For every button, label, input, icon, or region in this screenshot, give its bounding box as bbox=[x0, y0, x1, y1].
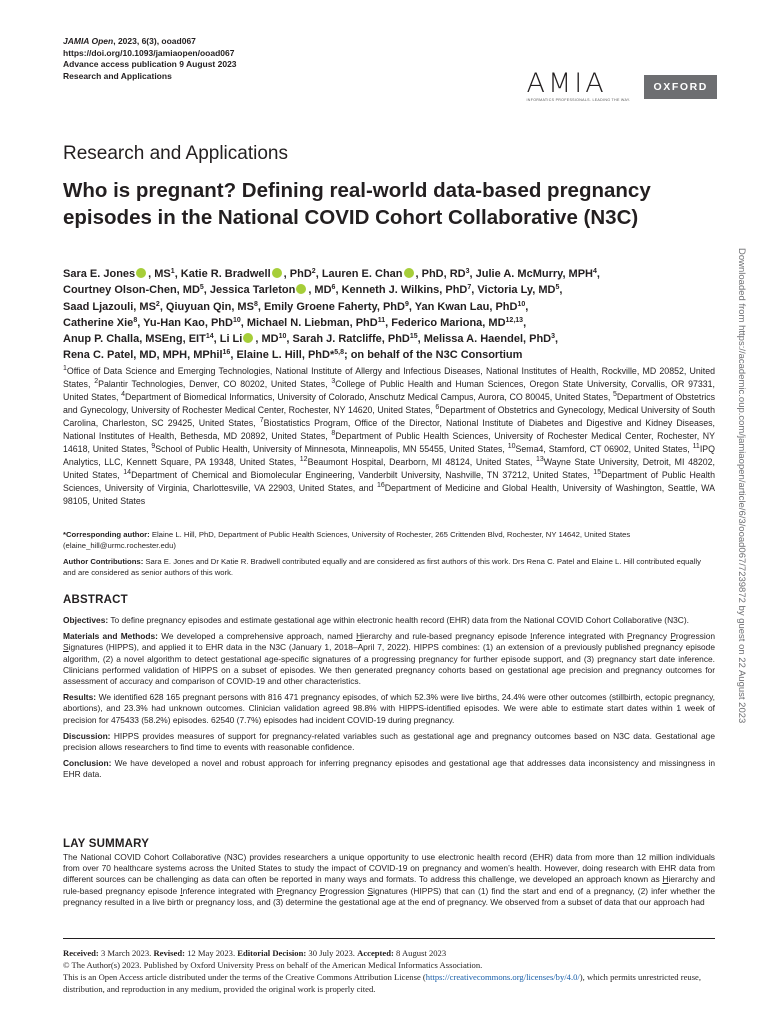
author-contributions bbox=[63, 556, 715, 578]
affil-sup[interactable]: 10 bbox=[232, 316, 241, 324]
affil-sup[interactable]: 5,8 bbox=[334, 349, 344, 357]
corresponding-author bbox=[63, 529, 715, 551]
journal-name: JAMIA Open bbox=[63, 36, 114, 46]
amia-logo-word: AMIA bbox=[526, 68, 607, 99]
affiliation-text: Department of Chemical and Biomolecular Engineering, Vanderbilt University, Nashville, TN 37212, United States, bbox=[131, 470, 594, 480]
acronym-letter: H bbox=[662, 874, 669, 885]
affiliation-number: 13 bbox=[535, 456, 544, 463]
publication-dates bbox=[63, 947, 718, 959]
affiliation-text: School of Public Health, University of Minnesota, Minneapolis, MN 55455, United States, bbox=[155, 444, 508, 454]
affil-sup[interactable]: 2 bbox=[155, 300, 160, 308]
affil-sup[interactable]: 2 bbox=[311, 268, 316, 275]
objectives-text: To define pregnancy episodes and estimate gestational age within electronic health record (EHR) data from the National COVID Cohort Collaborative (N3C). bbox=[108, 615, 689, 625]
abstract-discussion bbox=[63, 731, 715, 753]
affiliation-number: 11 bbox=[692, 443, 700, 450]
affiliations bbox=[63, 365, 715, 508]
acronym-letter: I bbox=[530, 631, 533, 642]
affiliation-text: Department of Public Health Sciences, University of Rochester Medical Center, Rochester, NY 14618, United States, bbox=[63, 431, 715, 454]
journal-doi[interactable]: https://doi.org/10.1093/jamiaopen/ooad067 bbox=[63, 47, 235, 58]
affiliation-number: 8 bbox=[331, 430, 336, 437]
author-name[interactable]: Courtney Olson-Chen, MD bbox=[63, 284, 200, 297]
article-title: Who is pregnant? Defining real-world data-based pregnancy episodes in the National COVID Cohort Collaborative (N3C) bbox=[63, 179, 651, 229]
download-side-note bbox=[737, 248, 749, 778]
affiliation-text: Department of Obstetrics and Gynecology, Medical University of South Carolina, Charleston, SC 29425, United States, bbox=[63, 405, 715, 428]
author-list: Sara E. Jones , $MS^1$, Katie R. Bradwell , PhD$^2$, Lauren E. Chan , PhD, $RD^3$, Julie A. McMurry, MPH$^4$, Courtney Olson-Chen, $MD^5$, Jessica Tarleton , $MD^6$, Kenneth J. Wilkins, PhD$^7$, Victoria Ly, $MD^5$, Saad Ljazouli, $MS^2$, Qiuyuan Qin, $MS^8$, Emily Groene Faherty, PhD$^9$, Yan Kwan Lau, PhD$^{10}$, Catherine Xie$^8$, Yu-Han Kao, PhD$^{10}$, Michael N. Liebman, PhD$^{11}$, Federico Mariona, MD$^{12,13}$, Anup P. Challa, MSEng, EIT$^{14}$, Li Li , MD$^{10}$, Sarah J. Ratcliffe, PhD$^{15}$, Melissa A. Haendel, PhD$^3$, Rena C. Patel, MD, MPH, MPhil$^{16}$, Elaine L. Hill, PhD*$^{5,8}$; on behalf of the N3C Consortium bbox=[63, 268, 600, 362]
affiliation-text: Wayne State University, Detroit, MI 48202, United States, bbox=[63, 457, 715, 480]
author-name[interactable]: , Michael N. Liebman, PhD bbox=[240, 316, 378, 329]
affil-sup[interactable]: 8 bbox=[133, 316, 138, 324]
accepted-date: 8 August 2023 bbox=[393, 948, 447, 958]
abstract-results bbox=[63, 692, 715, 726]
amia-logo-tagline: INFORMATICS PROFESSIONALS. LEADING THE WAY. bbox=[526, 98, 631, 102]
copyright-line: © The Author(s) 2023. Published by Oxford University Press on behalf of the American Medical Informatics Association. bbox=[63, 960, 483, 970]
affiliation-number: 12 bbox=[299, 456, 308, 463]
section-label: Research and Applications bbox=[63, 143, 288, 164]
lay-text: The National COVID Cohort Collaborative (N3C) provides researchers a unique opportunity to use electronic health record (EHR) data from more than 12 million individuals from over 70 healthcare systems across the United States to study the impact of COVID-19 on pregnancy and women’s health. However, doing research with EHR data from different sources can be challenging as data can often be reported in many ways and formats. To address this challenge, we developed an approach known as bbox=[63, 852, 715, 885]
affil-sup[interactable]: 3 bbox=[465, 268, 470, 275]
contributions-label: Author Contributions: bbox=[63, 557, 144, 566]
author-name[interactable]: , Victoria Ly, MD bbox=[471, 284, 556, 297]
affil-sup[interactable]: 9 bbox=[404, 300, 409, 308]
orcid-icon[interactable] bbox=[404, 268, 414, 278]
author-name[interactable]: , Katie R. Bradwell bbox=[174, 268, 271, 280]
license-link[interactable]: https://creativecommons.org/licenses/by/4.0/ bbox=[425, 972, 580, 982]
affiliation-text: Biostatistics Program, Office of the Director, National Institute of Diabetes and Digestive and Kidney Diseases, National Institutes of Health, Bethesda, MD 20892, United States, bbox=[63, 418, 715, 441]
received-date: 3 March 2023. bbox=[98, 948, 154, 958]
author-name[interactable]: Saad Ljazouli, MS bbox=[63, 300, 156, 313]
author-name[interactable]: , Julie A. McMurry, MPH bbox=[469, 268, 593, 280]
license-text: ), which permits unrestricted reuse, distribution, and reproduction in any medium, provided the original work is properly cited. bbox=[63, 972, 702, 994]
author-name[interactable]: , Sarah J. Ratcliffe, PhD bbox=[286, 333, 410, 346]
author-name[interactable]: , Li Li bbox=[213, 333, 243, 346]
affil-sup[interactable]: 11 bbox=[377, 316, 386, 324]
methods-text: ierarchy and rule-based pregnancy episode bbox=[362, 631, 531, 642]
lay-text: nference integrated with bbox=[182, 885, 277, 896]
accepted-label: Accepted: bbox=[357, 948, 394, 958]
lay-summary-body bbox=[63, 852, 715, 908]
author-name[interactable]: , Jessica Tarleton bbox=[203, 284, 296, 297]
publisher-logos bbox=[526, 68, 718, 102]
decision-label: Editorial Decision: bbox=[237, 948, 307, 958]
discussion-text: HIPPS provides measures of support for pregnancy-related variables such as gestational age and pregnancy outcomes based on N3C data. Gestational age precision allows researchers to find time to events with reasonable confidence. bbox=[63, 730, 715, 753]
affiliation-text: Office of Data Science and Emerging Technologies, National Institute of Allergy and Infectious Diseases, National Institutes of Health, Rockville, MD 20852, United States, bbox=[63, 366, 715, 389]
abstract-conclusion bbox=[63, 758, 715, 780]
methods-text: regnancy bbox=[632, 631, 671, 642]
author-degree: , PhD, RD bbox=[415, 268, 466, 280]
acronym-letter: I bbox=[180, 885, 183, 896]
conclusion-label: Conclusion: bbox=[63, 758, 112, 769]
affiliation-text: Department of Public Health Sciences, University of Virginia, Charlottesville, VA 22903, United States, and bbox=[63, 470, 715, 493]
decision-date: 30 July 2023. bbox=[306, 948, 358, 958]
author-name[interactable]: Sara E. Jones bbox=[63, 268, 136, 280]
affiliation-number: 2 bbox=[94, 378, 99, 385]
affil-sup[interactable]: 7 bbox=[467, 284, 472, 292]
affil-sup[interactable]: 3 bbox=[551, 333, 556, 341]
author-name[interactable]: Rena C. Patel, MD, MPH, MPhil bbox=[63, 349, 223, 362]
author-degree: , PhD bbox=[283, 268, 312, 280]
affil-sup[interactable]: 12,13 bbox=[505, 316, 524, 324]
affiliation-number: 5 bbox=[612, 391, 617, 398]
affiliation-number: 3 bbox=[331, 378, 336, 385]
affil-sup[interactable]: 10 bbox=[278, 333, 287, 341]
affil-sup[interactable]: 16 bbox=[222, 349, 231, 357]
affiliation-text: Department of Biomedical Informatics, University of Colorado, Anschutz Medical Campus, Aurora, CO 80045, United States, bbox=[125, 392, 613, 402]
author-degree: , MD bbox=[308, 284, 332, 297]
affiliation-number: 14 bbox=[123, 469, 132, 476]
author-name[interactable]: , Qiuyuan Qin, MS bbox=[159, 300, 254, 313]
affiliation-text: Beaumont Hospital, Dearborn, MI 48124, United States, bbox=[307, 457, 536, 467]
author-name[interactable]: , Federico Mariona, MD bbox=[385, 316, 506, 329]
results-label: Results: bbox=[63, 692, 97, 703]
orcid-icon[interactable] bbox=[272, 268, 282, 278]
consortium-note: ; on behalf of the N3C Consortium bbox=[343, 349, 523, 362]
acronym-letter: P bbox=[276, 885, 283, 896]
affiliation-number: 1 bbox=[63, 365, 67, 372]
journal-volume: , 2023, 6(3), ooad067 bbox=[113, 36, 196, 46]
author-name[interactable]: , Yu-Han Kao, PhD bbox=[137, 316, 233, 329]
affiliation-text: Department of Medicine and Global Health, University of Washington, Seattle, WA 98105, United States bbox=[63, 483, 715, 506]
methods-label: Materials and Methods: bbox=[63, 631, 158, 642]
affil-sup[interactable]: 5 bbox=[199, 284, 204, 292]
acronym-letter: H bbox=[356, 631, 363, 642]
affiliation-number: 7 bbox=[259, 417, 264, 424]
methods-text: We developed a comprehensive approach, named bbox=[157, 631, 357, 642]
acronym-letter: P bbox=[670, 631, 676, 642]
affiliation-text: Department of Obstetrics and Gynecology, University of Rochester Medical Center, Rochester, NY 14620, United States, bbox=[63, 392, 716, 415]
affil-sup[interactable]: 6 bbox=[331, 284, 336, 292]
orcid-icon[interactable] bbox=[243, 333, 253, 343]
lay-text: ignatures (HIPPS) that can (1) find the start and end of a pregnancy, (2) infer whether the pregnancy resulted in a live birth or pregnancy loss, and (3) determine the gestational age at the end of pregnancy. We observed from a subset of data that our approach had bbox=[63, 885, 716, 907]
license-statement bbox=[63, 971, 718, 995]
author-name[interactable]: Catherine Xie bbox=[63, 316, 134, 329]
orcid-icon[interactable] bbox=[136, 268, 146, 278]
conclusion-text: We have developed a novel and robust approach for inferring pregnancy episodes and gestational age that addresses data inconsistency and missingness in EHR data. bbox=[63, 758, 715, 780]
author-name[interactable]: Anup P. Challa, MSEng, EIT bbox=[63, 333, 206, 346]
author-name[interactable]: , Lauren E. Chan bbox=[315, 268, 403, 280]
author-name[interactable]: , Yan Kwan Lau, PhD bbox=[408, 300, 518, 313]
article-category: Research and Applications bbox=[63, 70, 172, 81]
author-degree: , MD bbox=[255, 333, 279, 346]
contributions-text: Sara E. Jones and Dr Katie R. Bradwell contributed equally and are considered as first authors of this work. Drs Rena C. Patel and Elaine L. Hill contributed equally and are considered as senior authors of this work. bbox=[63, 557, 701, 577]
methods-text: ignatures (HIPPS), and applied it to EHR data in the N3C (January 1, 2018–April 7, 2022). HIPPS combines: (1) an extension of a previously published pregnancy episode algorithm, (2) a novel algorithm to detect gestational age-specific signatures of a progressing pregnancy for further episode support, and (3) pregnancy start date inference. Clinicians performed validation of HIPPS on a subset of episodes. We then generated pregnancy cohorts based on gestational age precision and pregnancy outcomes for assessment of accuracy and comparison of COVID-19 and other characteristics. bbox=[63, 642, 715, 687]
affil-sup[interactable]: 4 bbox=[593, 268, 597, 275]
acronym-letter: S bbox=[367, 885, 374, 896]
acronym-letter: P bbox=[627, 631, 633, 642]
orcid-icon[interactable] bbox=[296, 284, 306, 294]
affil-sup[interactable]: 15 bbox=[409, 333, 418, 341]
affil-sup[interactable]: 5 bbox=[555, 284, 560, 292]
affil-sup[interactable]: 8 bbox=[253, 300, 258, 308]
author-name[interactable]: , Emily Groene Faherty, PhD bbox=[257, 300, 405, 313]
author-degree: , MS bbox=[148, 268, 171, 280]
article-footer bbox=[63, 947, 718, 995]
lay-text: regnancy bbox=[282, 885, 320, 896]
affiliation-number: 10 bbox=[507, 443, 516, 450]
affiliation-text: College of Public Health and Human Sciences, Oregon State University, Corvallis, OR 97331, United States, bbox=[63, 379, 716, 402]
received-label: Received: bbox=[63, 948, 99, 958]
affil-sup[interactable]: 1 bbox=[170, 268, 175, 275]
methods-text: nference integrated with bbox=[532, 631, 627, 642]
oxford-logo: OXFORD bbox=[644, 75, 717, 99]
methods-text: rogression bbox=[675, 631, 716, 642]
affiliation-number: 6 bbox=[435, 404, 440, 411]
affiliation-number: 16 bbox=[376, 482, 385, 489]
revised-label: Revised: bbox=[153, 948, 185, 958]
affiliation-number: 9 bbox=[151, 443, 156, 450]
advance-access-date: Advance access publication 9 August 2023 bbox=[63, 59, 237, 69]
corresponding-text: Elaine L. Hill, PhD, Department of Public Health Sciences, University of Rochester, 265 Crittenden Blvd, Rochester, NY 14642, United States (elaine_hill@urmc.rochester.edu) bbox=[63, 530, 631, 550]
lay-text: rogression bbox=[325, 885, 368, 896]
license-text: This is an Open Access article distributed under the terms of the Creative Commons Attribution License ( bbox=[63, 972, 426, 982]
affiliation-number: 4 bbox=[121, 391, 125, 398]
amia-logo bbox=[526, 68, 631, 102]
affiliation-number: 15 bbox=[593, 469, 602, 476]
abstract-methods bbox=[63, 631, 715, 687]
abstract-heading: ABSTRACT bbox=[63, 594, 128, 606]
download-side-note-text: Downloaded from https://academic.oup.com/jamiaopen/article/6/3/ooad067/7239872 by guest on 22 August 2023 bbox=[736, 248, 747, 724]
results-text: We identified 628 165 pregnant persons with 816 471 pregnancy episodes, of which 52.3% were live births, 24.4% were other outcomes (stillbirth, ectopic pregnancy, abortions), and 23.3% had unknown outcomes. Clinician validation agreed 98.8% with HIPPS-identified episodes. We were able to estimate start dates within 1 week of precision for 475433 (58.2%) episodes. 62540 (7.7%) episodes had incident COVID-19 during pregnancy. bbox=[63, 692, 715, 725]
lay-summary-heading: LAY SUMMARY bbox=[63, 838, 150, 850]
lay-text: ierarchy and rule-based pregnancy episode bbox=[63, 874, 715, 896]
corresponding-label: *Corresponding author: bbox=[63, 530, 150, 539]
objectives-label: Objectives: bbox=[63, 615, 109, 625]
affiliation-text: IPQ Analytics, LLC, Kennett Square, PA 19348, United States, bbox=[63, 444, 715, 467]
abstract-objectives bbox=[63, 615, 715, 626]
author-name[interactable]: , Melissa A. Haendel, PhD bbox=[417, 333, 552, 346]
affil-sup[interactable]: 10 bbox=[517, 300, 526, 308]
footer-divider bbox=[63, 938, 715, 939]
affiliation-text: Sema4, Stamford, CT 06902, United States, bbox=[515, 444, 693, 454]
affiliation-text: Palantir Technologies, Denver, CO 80202, United States, bbox=[98, 379, 332, 389]
author-name[interactable]: , Elaine L. Hill, PhD* bbox=[230, 349, 335, 362]
abstract-body bbox=[63, 615, 715, 786]
revised-date: 12 May 2023. bbox=[184, 948, 238, 958]
acronym-letter: S bbox=[63, 642, 69, 653]
discussion-label: Discussion: bbox=[63, 730, 111, 741]
acronym-letter: P bbox=[319, 885, 326, 896]
affil-sup[interactable]: 14 bbox=[205, 333, 214, 341]
author-name[interactable]: , Kenneth J. Wilkins, PhD bbox=[335, 284, 468, 297]
journal-metadata bbox=[63, 36, 237, 82]
